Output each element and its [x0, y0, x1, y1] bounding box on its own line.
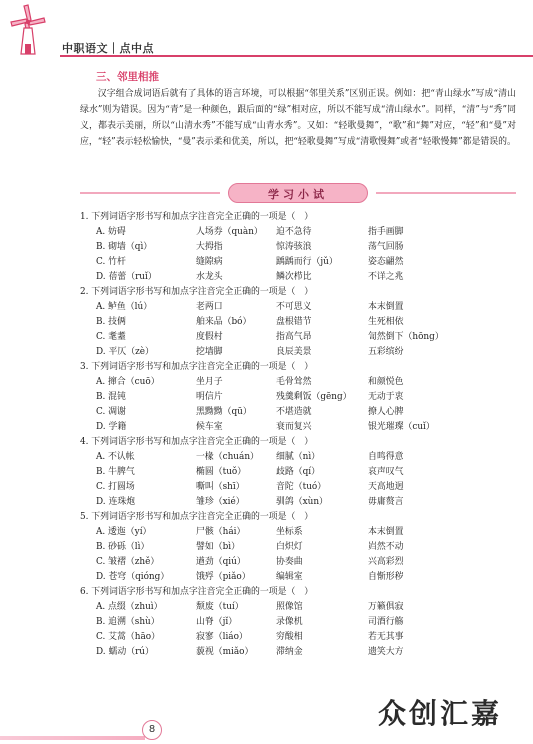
- option-label: D. 苍穹（qióng）: [96, 572, 170, 582]
- option-row: [80, 540, 520, 555]
- option-word: 遒劲（qiú）: [196, 557, 246, 567]
- option-word: 不可思义: [276, 302, 312, 312]
- option-label: D. 平仄（zè）: [96, 347, 154, 357]
- option-label: A. 撺合（cuō）: [96, 377, 160, 387]
- option-row: [80, 570, 520, 585]
- option-row: [80, 300, 520, 315]
- option-word: 协奏曲: [276, 557, 303, 567]
- question-block: [80, 285, 520, 360]
- page-header: [0, 0, 533, 60]
- option-word: 音陀（tuó）: [276, 482, 327, 492]
- option-row: [80, 255, 520, 270]
- option-word: 录像机: [276, 617, 303, 627]
- question-block: [80, 360, 520, 435]
- question-stem: 3. 下列词语字形书写和加点字注音完全正确的一项是（ ）: [80, 362, 314, 372]
- page-number: 8: [142, 720, 162, 740]
- option-word: 姿态翩然: [368, 257, 404, 267]
- option-word: 人场券（quàn）: [196, 227, 263, 237]
- paragraph-text: 汉字组合成词语后就有了具体的语言环境，可以根据“邻里关系”区别正误。例如：把“青山绿水”写成“清山绿水”则为错误。因为“青”是一种颜色，跟后面的“绿”相对应，所以不能写成“清山绿水”。同样，“清”与“秀”同义，都表示美丽，所以“山清水秀”不能写成“山青水秀”。又如：“轻歌曼舞”，“歌”和“舞”对应，“轻”和“曼”对应，“轻”表示轻松愉快，“曼”表示柔和优美，所以，把“轻歌曼舞”写成“清歌慢舞”或者“轻歌慢舞”都是错误的。: [80, 89, 516, 147]
- option-word: 驯鸽（xùn）: [276, 497, 328, 507]
- option-word: 哀声叹气: [368, 467, 404, 477]
- option-label: B. 追溯（shù）: [96, 617, 160, 627]
- option-row: [80, 450, 520, 465]
- option-word: 毋庸赘言: [368, 497, 404, 507]
- header-divider: [60, 55, 533, 57]
- option-word: 寂寥（liáo）: [196, 632, 248, 642]
- option-label: B. 砌墙（qì）: [96, 242, 153, 252]
- option-label: D. 蓓蕾（ruǐ）: [96, 272, 157, 282]
- option-word: 尸骸（hái）: [196, 527, 246, 537]
- option-row: [80, 225, 520, 240]
- option-word: 毛骨耸然: [276, 377, 312, 387]
- option-word: 天高地迥: [368, 482, 404, 492]
- option-label: A. 鲈鱼（lú）: [96, 302, 153, 312]
- section-paragraph: [80, 86, 516, 150]
- option-word: 坐月子: [196, 377, 223, 387]
- option-word: 挖墙脚: [196, 347, 223, 357]
- option-label: A. 点缀（zhuì）: [96, 602, 163, 612]
- option-word: 坐标系: [276, 527, 303, 537]
- option-row: [80, 645, 520, 660]
- option-row: [80, 630, 520, 645]
- option-label: C. 皱褶（zhě）: [96, 557, 160, 567]
- option-word: 撩人心脾: [368, 407, 404, 417]
- option-row: [80, 270, 520, 285]
- option-label: A. 妨碍: [96, 227, 126, 237]
- option-label: B. 砂砾（lì）: [96, 542, 150, 552]
- option-label: C. 艾蒿（hāo）: [96, 632, 160, 642]
- exercise-banner: [80, 182, 516, 204]
- question-stem: 4. 下列词语字形书写和加点字注音完全正确的一项是（ ）: [80, 437, 314, 447]
- option-word: 譬如（bì）: [196, 542, 241, 552]
- option-word: 缝隙病: [196, 257, 223, 267]
- option-word: 编辑室: [276, 572, 303, 582]
- option-label: D. 学籍: [96, 422, 127, 432]
- option-word: 候车室: [196, 422, 223, 432]
- watermark-text: 众创汇嘉: [378, 697, 503, 730]
- option-word: 残羹剩饭（gēng）: [276, 392, 352, 402]
- option-label: A. 逶迤（yí）: [96, 527, 152, 537]
- option-word: 本末倒置: [368, 527, 404, 537]
- windmill-logo-icon: [6, 4, 50, 56]
- option-row: [80, 600, 520, 615]
- option-word: 藐视（miǎo）: [196, 647, 254, 657]
- option-word: 水龙头: [196, 272, 223, 282]
- option-word: 雏珍（xié）: [196, 497, 245, 507]
- option-word: 和颜悦色: [368, 377, 404, 387]
- option-word: 鳞次栉比: [276, 272, 312, 282]
- option-word: 兴高彩烈: [368, 557, 404, 567]
- option-row: [80, 525, 520, 540]
- option-word: 老两口: [196, 302, 223, 312]
- option-word: 无动于衷: [368, 392, 404, 402]
- banner-title: 学习小试: [268, 188, 328, 201]
- question-block: [80, 435, 520, 510]
- option-label: C. 凋谢: [96, 407, 126, 417]
- option-row: [80, 375, 520, 390]
- option-word: 遗笑大方: [368, 647, 404, 657]
- option-word: 万籁俱寂: [368, 602, 404, 612]
- option-word: 银光璀璨（cuǐ）: [368, 422, 435, 432]
- option-row: [80, 330, 520, 345]
- option-word: 椭圆（tuǒ）: [196, 467, 247, 477]
- option-label: C. 打圆场: [96, 482, 135, 492]
- question-list: [80, 210, 520, 660]
- option-word: 山脊（jǐ）: [196, 617, 238, 627]
- option-label: C. 耄耋: [96, 332, 126, 342]
- question-stem: 2. 下列词语字形书写和加点字注音完全正确的一项是（ ）: [80, 287, 314, 297]
- question-block: [80, 585, 520, 660]
- option-label: B. 牛脾气: [96, 467, 135, 477]
- option-row: [80, 465, 520, 480]
- option-word: 良辰美景: [276, 347, 312, 357]
- footer-bar: [0, 736, 145, 740]
- option-word: 细腻（nì）: [276, 452, 321, 462]
- option-word: 滞纳金: [276, 647, 303, 657]
- option-row: [80, 480, 520, 495]
- option-label: C. 竹杆: [96, 257, 126, 267]
- option-word: 嘶叫（shī）: [196, 482, 245, 492]
- option-word: 踽踽而行（jǔ）: [276, 257, 338, 267]
- option-word: 不详之兆: [368, 272, 404, 282]
- option-label: B. 混钝: [96, 392, 126, 402]
- option-word: 衰而复兴: [276, 422, 312, 432]
- option-word: 颓废（tuí）: [196, 602, 244, 612]
- banner-pill: [228, 183, 368, 203]
- question-stem: 1. 下列词语字形书写和加点字注音完全正确的一项是（ ）: [80, 212, 314, 222]
- option-word: 司酒行觞: [368, 617, 404, 627]
- option-word: 明信片: [196, 392, 223, 402]
- option-word: 盘根错节: [276, 317, 312, 327]
- option-word: 本末倒置: [368, 302, 404, 312]
- option-word: 岿然不动: [368, 542, 404, 552]
- option-label: D. 连珠炮: [96, 497, 136, 507]
- option-word: 舶来品（bó）: [196, 317, 252, 327]
- option-row: [80, 345, 520, 360]
- option-label: A. 不认帐: [96, 452, 135, 462]
- option-row: [80, 390, 520, 405]
- option-word: 指手画脚: [368, 227, 404, 237]
- option-word: 荡气回肠: [368, 242, 404, 252]
- section-title: 三、邻里相推: [96, 71, 159, 83]
- option-row: [80, 420, 520, 435]
- option-word: 饿殍（piǎo）: [196, 572, 251, 582]
- banner-line-left: [80, 192, 220, 194]
- option-row: [80, 405, 520, 420]
- option-word: 自鸣得意: [368, 452, 404, 462]
- option-word: 指高气昂: [276, 332, 312, 342]
- option-word: 照像馆: [276, 602, 303, 612]
- question-stem: 6. 下列词语字形书写和加点字注音完全正确的一项是（ ）: [80, 587, 314, 597]
- option-word: 一椽（chuán）: [196, 452, 259, 462]
- option-word: 歧路（qí）: [276, 467, 321, 477]
- option-row: [80, 615, 520, 630]
- option-word: 不堪造就: [276, 407, 312, 417]
- option-row: [80, 555, 520, 570]
- banner-line-right: [376, 192, 516, 194]
- option-label: D. 蠕动（rú）: [96, 647, 154, 657]
- option-word: 穷酸相: [276, 632, 303, 642]
- option-word: 生死相依: [368, 317, 404, 327]
- question-block: [80, 510, 520, 585]
- option-word: 若无其事: [368, 632, 404, 642]
- option-word: 迫不急待: [276, 227, 312, 237]
- option-word: 白炽灯: [276, 542, 303, 552]
- series-title: 中职语文｜点中点: [62, 42, 154, 55]
- option-row: [80, 495, 520, 510]
- option-word: 惊涛骇浪: [276, 242, 312, 252]
- question-block: [80, 210, 520, 285]
- option-word: 大拇指: [196, 242, 223, 252]
- option-row: [80, 315, 520, 330]
- option-word: 自惭形秽: [368, 572, 404, 582]
- option-row: [80, 240, 520, 255]
- option-word: 訇然倒下（hōng）: [368, 332, 444, 342]
- option-word: 度假村: [196, 332, 223, 342]
- question-stem: 5. 下列词语字形书写和加点字注音完全正确的一项是（ ）: [80, 512, 314, 522]
- option-word: 黑黝黝（qū）: [196, 407, 252, 417]
- option-word: 五彩缤纷: [368, 347, 404, 357]
- option-label: B. 技俩: [96, 317, 126, 327]
